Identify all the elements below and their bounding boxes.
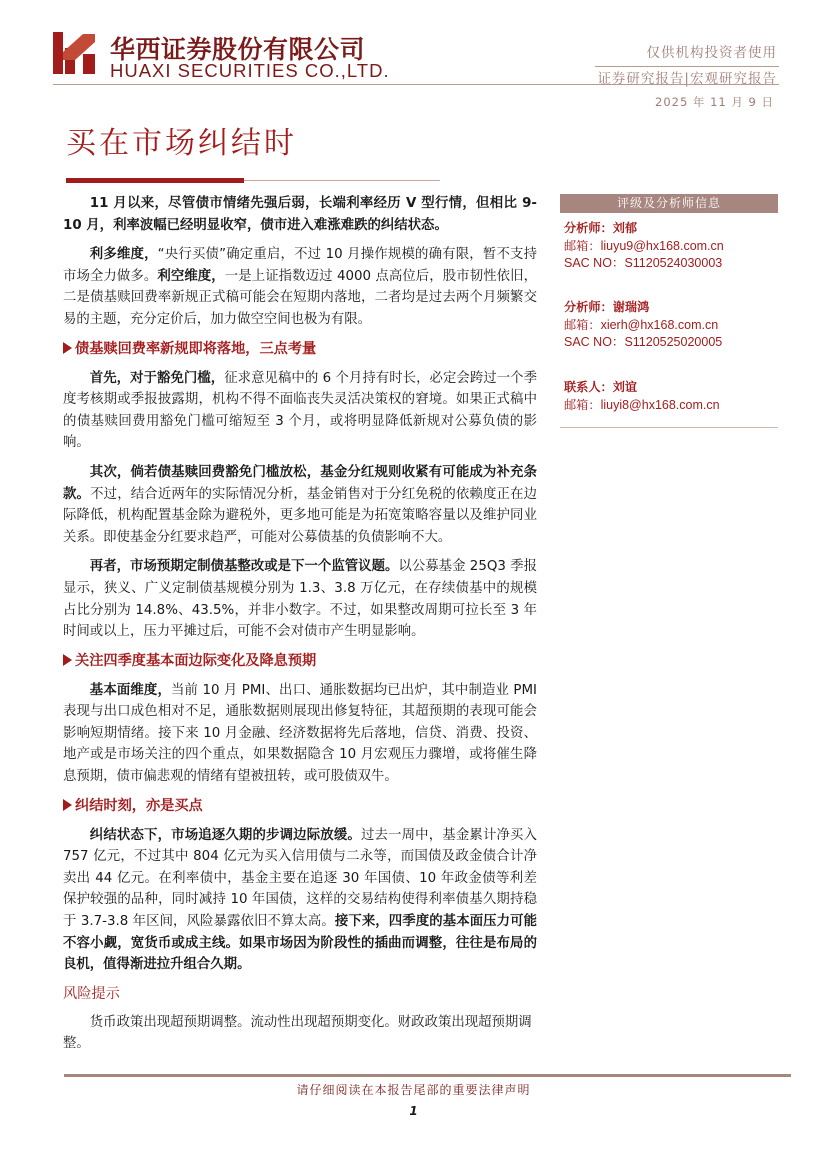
paragraph-first: 首先，对于豁免门槛，征求意见稿中的 6 个月持有时长，必定会跨过一个季度考核期或季报披露期，机构不得不面临丧失灵活决策权的窘境。如果正式稿中的债基赎回费用豁免门槛可缩短至 3 个月，或将明显降低新规对公募负债的影响。 [63, 370, 538, 451]
analyst-card-2 [564, 299, 778, 352]
analyst-card-1 [564, 220, 778, 273]
triangle-bullet-icon [63, 342, 72, 354]
sidebar-divider [560, 427, 778, 428]
contact-card [564, 379, 778, 414]
footer-divider [64, 1074, 791, 1077]
paragraph-duration: 纠结状态下，市场追逐久期的步调边际放缓。过去一周中，基金累计净买入 757 亿元，不过其中 804 亿元为买入信用债与二永等，而国债及政金债合计净卖出 44 亿元。在利率债中，基金主要在追逐 30 年国债、10 年政金债等利差保护较强的品种，同时减持 10 年国债，这样的交易结构使得利率债基久期持稳于 3.7-3.8 年区间，风险暴露依旧不算太高。接下来，四季度的基本面压力可能不容小觑，宽货币或成主线。如果市场因为阶段性的插曲而调整，往往是布局的良机，值得渐进拉升组合久期。 [63, 827, 538, 973]
paragraph-third: 再者，市场预期定制债基整改或是下一个监管议题。以公募基金 25Q3 季报显示，狭义、广义定制债基规模分别为 1.3、3.8 万亿元，在存续债基中的规模占比分别为 14.8%、43.5%，并非小数字。不过，如果整改周期可拉长至 3 年时间或以上，压力平摊过后，可能不会对债市产生明显影响。 [63, 559, 537, 640]
paragraph-fundamentals: 基本面维度，当前 10 月 PMI、出口、通胀数据均已出炉，其中制造业 PMI 表现与出口成色相对不足，通胀数据则展现出修复特征，其超预期的表现可能会影响短期情绪。接下来 10 月金融、经济数据将先后落地，信贷、消费、投资、地产或是市场关注的四个重点，如果数据隐含 10 月宏观压力骤增，或将催生降息预期，债市偏悲观的情绪有望被扭转，或可股债双牛。 [63, 682, 538, 785]
title-underline-bar [66, 178, 244, 183]
report-title: 买在市场纠结时 [66, 126, 297, 161]
legal-notice: 请仔细阅读在本报告尾部的重要法律声明 [296, 1083, 531, 1097]
analyst-email-row: 邮箱：xierh@hx168.com.cn [564, 317, 719, 332]
section-heading-2: 关注四季度基本面边际变化及降息预期 [63, 651, 537, 671]
triangle-bullet-icon [63, 799, 72, 811]
company-name-en: HUAXI SECURITIES CO.,LTD. [110, 60, 390, 81]
section-heading-1: 债基赎回费率新规即将落地，三点考量 [63, 339, 537, 359]
huaxi-logo-icon [53, 30, 95, 76]
analyst-email-row: 邮箱：liuyu9@hx168.com.cn [564, 238, 724, 253]
header-divider [53, 84, 779, 85]
title-underline-rule [244, 180, 440, 181]
triangle-bullet-icon [63, 654, 72, 666]
report-body [63, 193, 537, 1055]
analyst-name: 分析师：谢瑞鸿 [564, 300, 650, 314]
section-heading-3: 纠结时刻，亦是买点 [63, 796, 537, 816]
audience-note: 仅供机构投资者使用 [646, 45, 777, 61]
risk-heading: 风险提示 [63, 985, 120, 1002]
paragraph-second: 其次，倘若债基赎回费豁免门槛放松，基金分红规则收紧有可能成为补充条款。不过，结合近两年的实际情况分析，基金销售对于分红免税的依赖度正在边际降低，机构配置基金除为避税外，更多地可能是为拓宽策略容量以及维护同业关系。即使基金分红要求趋严，可能对公募债基的负债影响不大。 [63, 464, 538, 545]
summary-paragraph: 11 月以来，尽管债市情绪先强后弱，长端利率经历 V 型行情，但相比 9-10 月，利率波幅已经明显收窄，债市进入难涨难跌的纠结状态。 [63, 196, 537, 233]
company-name-cn: 华西证券股份有限公司 [110, 35, 366, 64]
report-date: 2025 年 11 月 9 日 [655, 95, 774, 109]
contact-email-link[interactable]: liuyi8@hx168.com.cn [600, 397, 720, 412]
analyst-email-link[interactable]: liuyu9@hx168.com.cn [600, 238, 724, 253]
report-type: 证券研究报告|宏观研究报告 [597, 71, 777, 87]
analyst-email-link[interactable]: xierh@hx168.com.cn [600, 317, 719, 332]
page-number: 1 [409, 1104, 418, 1118]
risk-text: 货币政策出现超预期调整。流动性出现超预期变化。财政政策出现超预期调整。 [63, 1014, 532, 1052]
analyst-sac-row: SAC NO：S1120525020005 [564, 335, 723, 349]
contact-name: 联系人：刘谊 [564, 380, 638, 394]
analyst-name: 分析师：刘郁 [564, 221, 638, 235]
analyst-info-heading: 评级及分析师信息 [560, 194, 778, 213]
contact-email-row: 邮箱：liuyi8@hx168.com.cn [564, 397, 720, 412]
paragraph-dimensions: 利多维度，“央行买债”确定重启，不过 10 月操作规模的确有限，暂不支持市场全力做多。利空维度，一是上证指数迈过 4000 点高位后，股市韧性依旧，二是债基赎回费率新规正式稿可能会在短期内落地，二者均是过去两个月频繁交易的主题，充分定价后，加力做空空间也极为有限。 [63, 247, 538, 327]
analyst-sac-row: SAC NO：S1120524030003 [564, 256, 723, 270]
